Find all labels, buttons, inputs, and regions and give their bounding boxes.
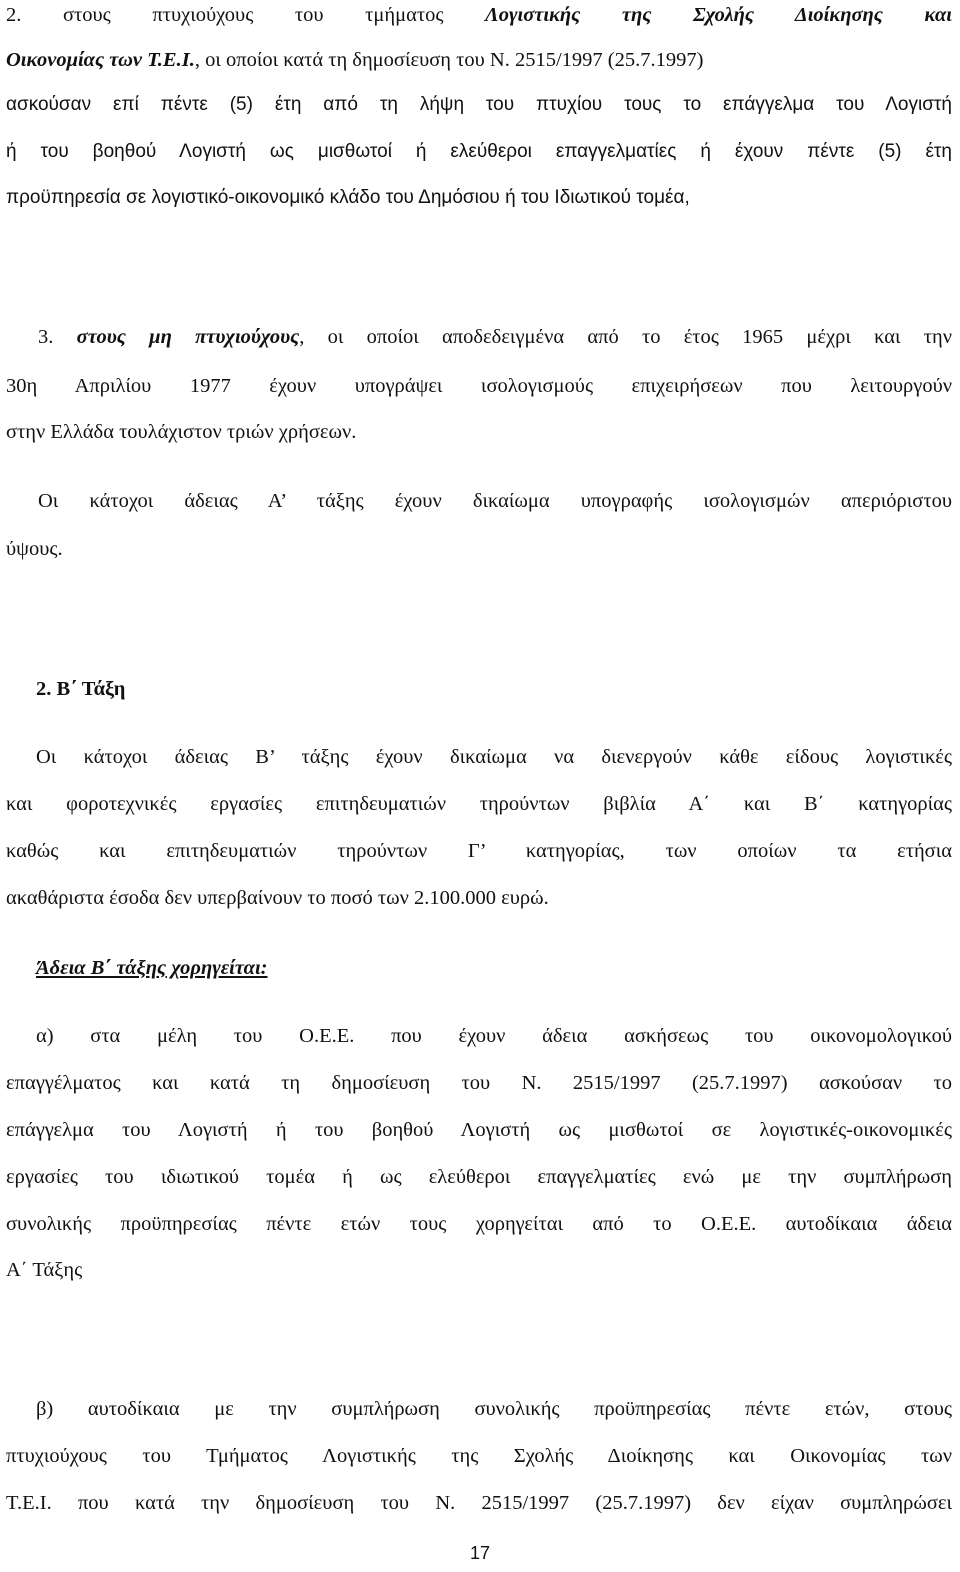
alpha-line5: συνολικής προϋπηρεσίας πέντε ετών τους χορηγείται από το Ο.Ε.Ε. αυτοδίκαια άδεια: [6, 1213, 952, 1235]
item2-line2-text: , οι οποίοι κατά τη δημοσίευση του Ν. 2515/1997 (25.7.1997): [194, 49, 704, 71]
item3-number: 3.: [38, 326, 77, 348]
section-b-granted-heading: Άδεια Β΄ τάξης χορηγείται:: [36, 957, 268, 979]
beta-line1: β) αυτοδίκαια με την συμπλήρωση συνολικής προϋπηρεσίας πέντε ετών, στους: [36, 1398, 952, 1420]
item2-line1-emphasis: Λογιστικής της Σχολής Διοίκησης και: [485, 4, 952, 26]
section-b-line1: Οι κάτοχοι άδειας Β’ τάξης έχουν δικαίωμα να διενεργούν κάθε είδους λογιστικές: [36, 746, 952, 768]
beta-line3: Τ.Ε.Ι. που κατά την δημοσίευση του Ν. 2515/1997 (25.7.1997) δεν είχαν συμπληρώσει: [6, 1492, 952, 1514]
item2-line2: [6, 47, 952, 73]
alpha-line1: α) στα μέλη του Ο.Ε.Ε. που έχουν άδεια ασκήσεως του οικονομολογικού: [36, 1025, 952, 1047]
item2-line3: ασκούσαν επί πέντε (5) έτη από τη λήψη του πτυχίου τους το επάγγελμα του Λογιστή: [6, 94, 952, 115]
section-b-line3: καθώς και επιτηδευματιών τηρούντων Γ’ κατηγορίας, των οποίων τα ετήσια: [6, 840, 952, 862]
item3-line1: [38, 324, 952, 350]
holders-a-line1: Οι κάτοχοι άδειας Α’ τάξης έχουν δικαίωμα υπογραφής ισολογισμών απεριόριστου: [38, 490, 952, 512]
item3-emphasis: στους μη πτυχιούχους: [76, 326, 300, 348]
item3-line2: 30η Απριλίου 1977 έχουν υπογράψει ισολογισμούς επιχειρήσεων που λειτουργούν: [6, 375, 952, 397]
item2-line5: προϋπηρεσία σε λογιστικό-οικονομικό κλάδο του Δημόσιου ή του Ιδιωτικού τομέα,: [6, 187, 690, 208]
section-b-heading: 2. Β΄ Τάξη: [36, 678, 126, 700]
alpha-line2: επαγγέλματος και κατά τη δημοσίευση του Ν. 2515/1997 (25.7.1997) ασκούσαν το: [6, 1072, 952, 1094]
item2-line2-emphasis: Οικονομίας των Τ.Ε.Ι.: [6, 49, 195, 71]
section-b-line2: και φοροτεχνικές εργασίες επιτηδευματιών τηρούντων βιβλία Α΄ και Β΄ κατηγορίας: [6, 793, 952, 815]
holders-a-line2: ύψους.: [6, 538, 63, 560]
section-b-line4: ακαθάριστα έσοδα δεν υπερβαίνουν το ποσό των 2.100.000 ευρώ.: [6, 887, 549, 909]
item2-line1: [6, 2, 952, 28]
item3-line3: στην Ελλάδα τουλάχιστον τριών χρήσεων.: [6, 421, 357, 443]
page-number: 17: [469, 1543, 491, 1563]
alpha-line4: εργασίες του ιδιωτικού τομέα ή ως ελεύθεροι επαγγελματίες ενώ με την συμπλήρωση: [6, 1166, 952, 1188]
alpha-line6: Α΄ Τάξης: [6, 1259, 83, 1281]
item3-line1-text: , οι οποίοι αποδεδειγμένα από το έτος 1965 μέχρι και την: [299, 326, 953, 348]
alpha-line3: επάγγελμα του Λογιστή ή του βοηθού Λογιστή ως μισθωτοί σε λογιστικές-οικονομικές: [6, 1119, 952, 1141]
item2-line4: ή του βοηθού Λογιστή ως μισθωτοί ή ελεύθεροι επαγγελματίες ή έχουν πέντε (5) έτη: [6, 141, 952, 162]
beta-line2: πτυχιούχους του Τμήματος Λογιστικής της Σχολής Διοίκησης και Οικονομίας των: [6, 1445, 952, 1467]
item2-line1-text: 2. στους πτυχιούχους του τμήματος: [6, 4, 486, 26]
